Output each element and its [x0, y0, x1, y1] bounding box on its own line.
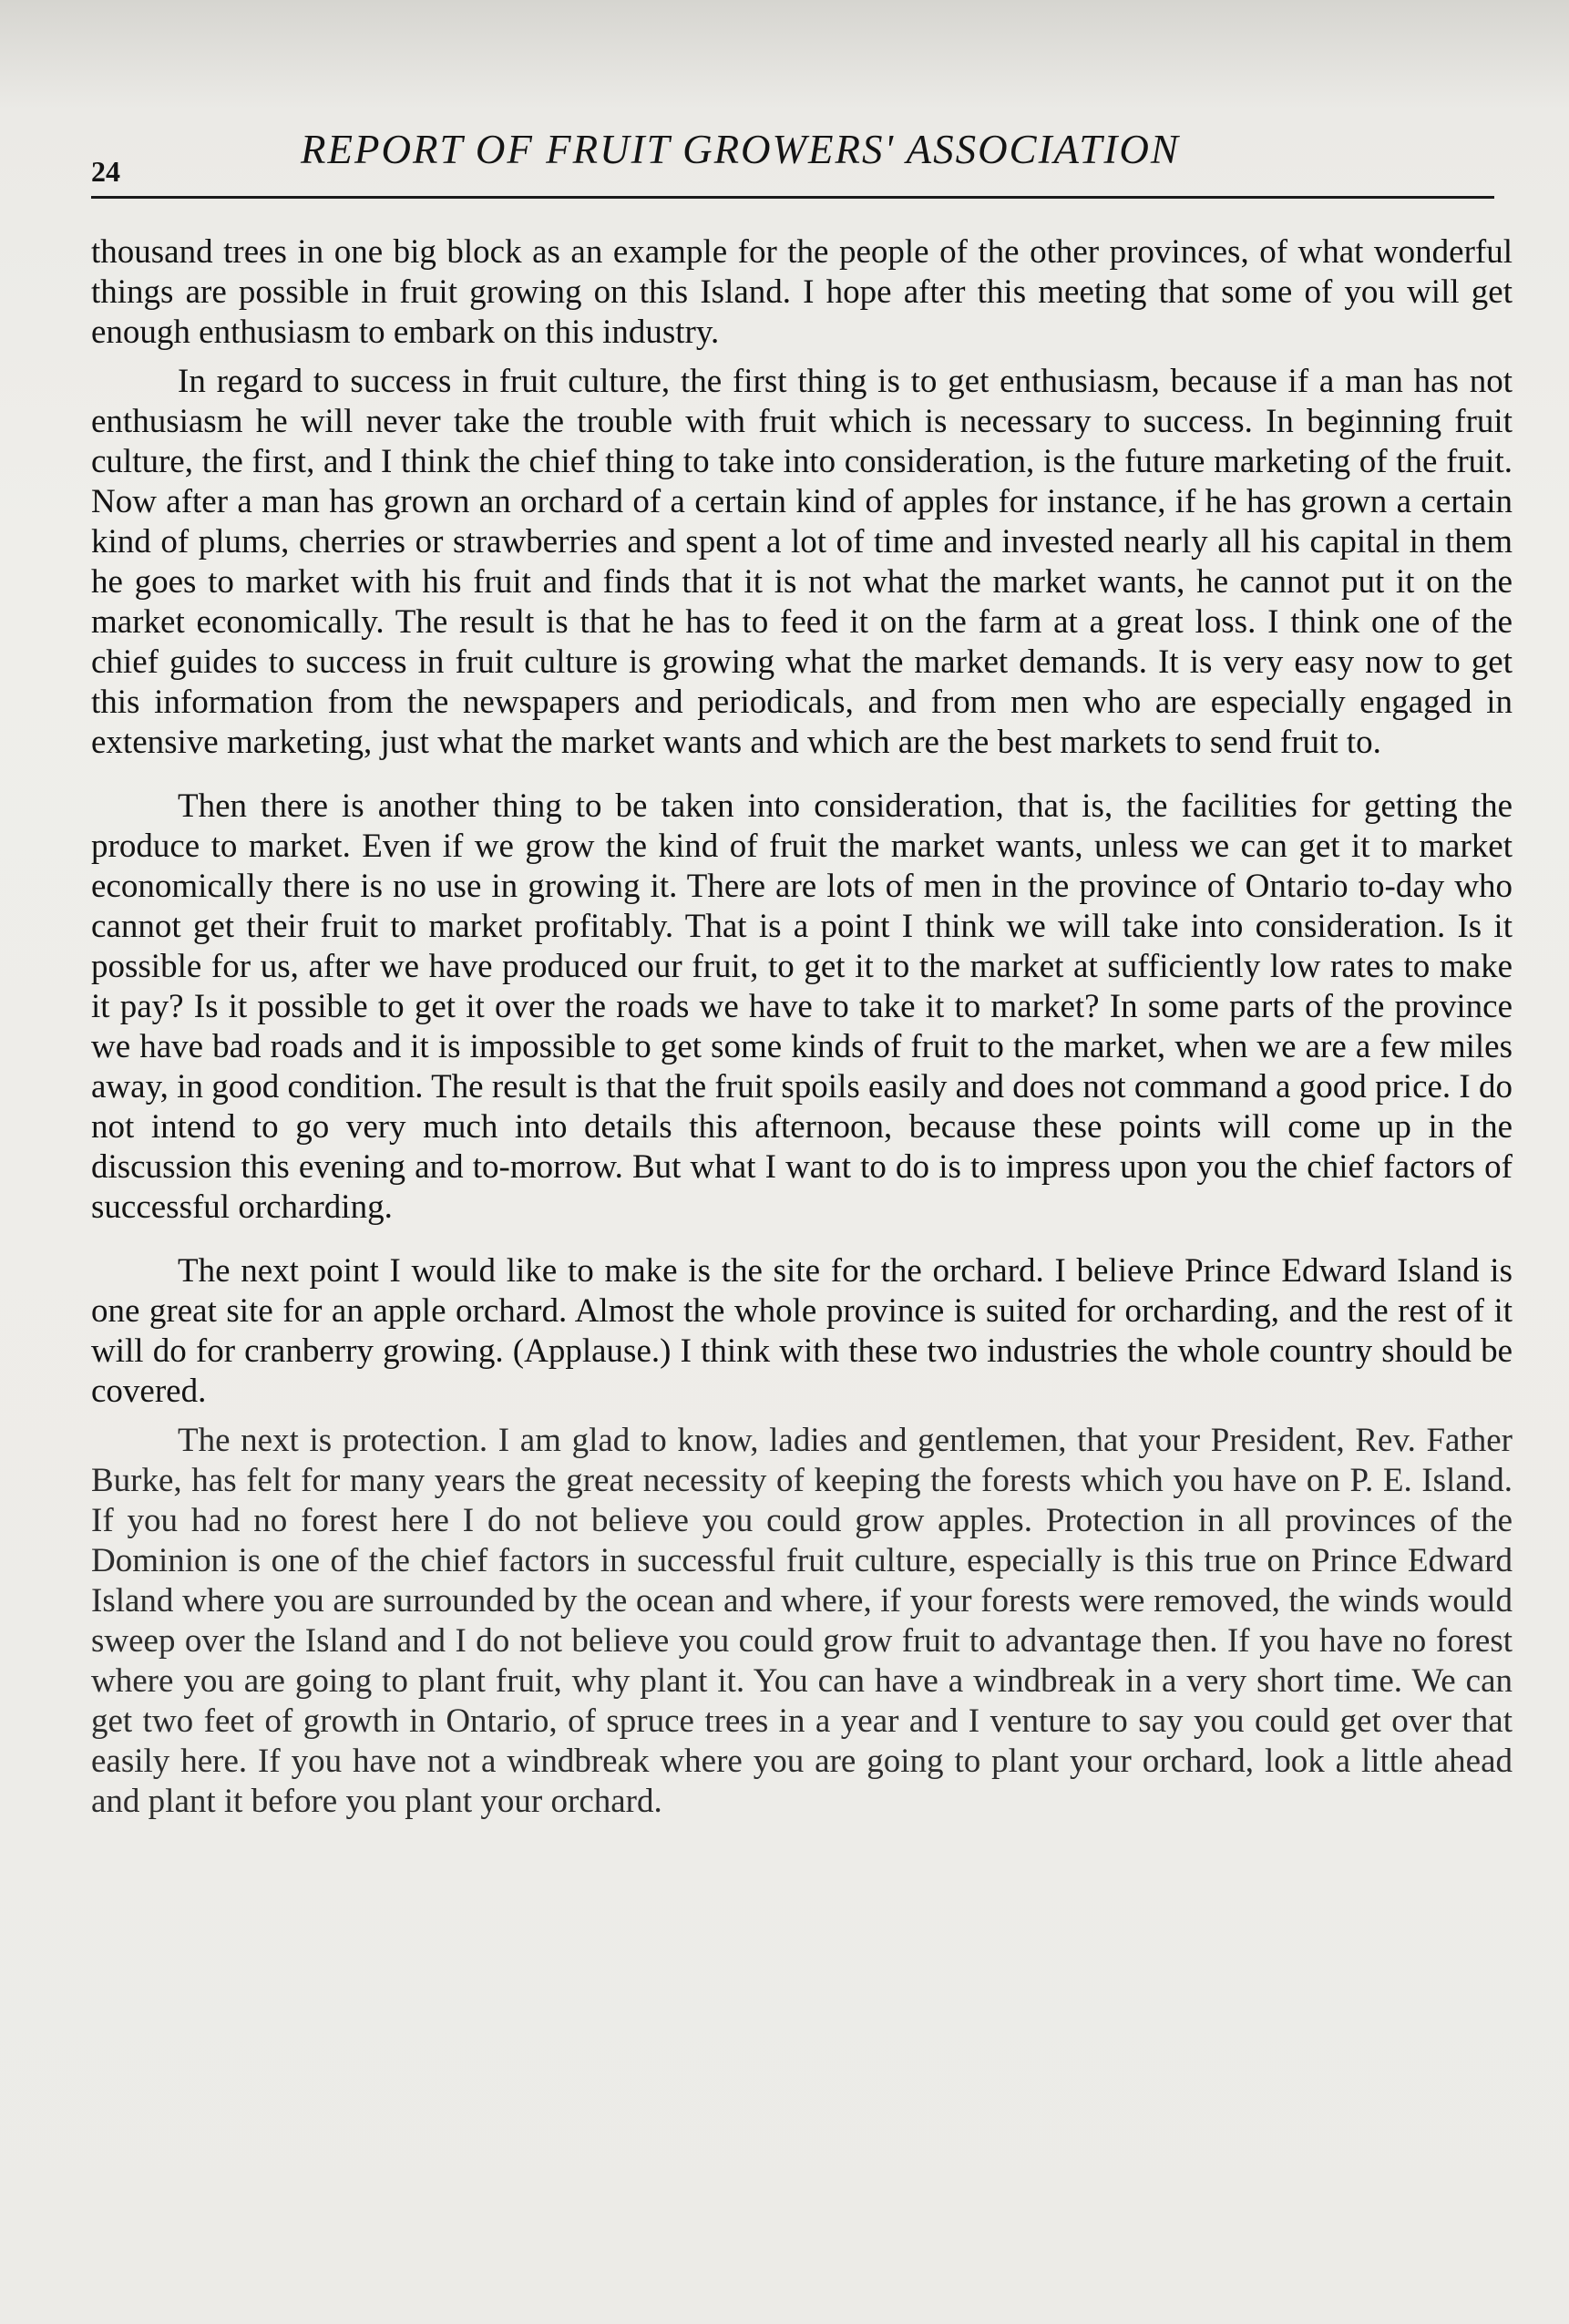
paragraph-site: The next point I would like to make is the site for the orchard. I believe Prince Edward Island is one great site for an apple orchard. Almost the whole province is suited for orcharding, and the rest of it will do for cranberry growing. (Applause.) I think with these two industries the whole country should be covered. [91, 1252, 1513, 1410]
page-header [91, 117, 1494, 188]
paragraph-facilities: Then there is another thing to be taken into consideration, that is, the facilities for getting the produce to market. Even if we grow the kind of fruit the market wants, unless we can get it to market economically there is no use in growing it. There are lots of men in the province of Ontario to-day who cannot get their fruit to market profitably. That is a point I think we will take into consideration. Is it possible for us, after we have produced our fruit, to get it to the market at sufficiently low rates to make it pay? Is it possible to get it over the roads we have to take it to market? In some parts of the province we have bad roads and it is impossible to get some kinds of fruit to the market, when we are a few miles away, in good condition. The result is that the fruit spoils easily and does not command a good price. I do not intend to go very much into details this afternoon, because these points will come up in the discussion this evening and to-morrow. But what I want to do is to impress upon you the chief factors of successful orcharding. [91, 787, 1513, 1226]
paragraph-protection: The next is protection. I am glad to know, ladies and gentlemen, that your President, Rev. Father Burke, has felt for many years the great necessity of keeping the forests which you have on P. E. Island. If you had no forest here I do not believe you could grow apples. Protection in all provinces of the Dominion is one of the chief factors in successful fruit culture, especially is this true on Prince Edward Island where you are surrounded by the ocean and where, if your forests were removed, the winds would sweep over the Island and I do not believe you could grow fruit to advantage then. If you have no forest where you are going to plant fruit, why plant it. You can have a windbreak in a very short time. We can get two feet of growth in Ontario, of spruce trees in a year and I venture to say you could get over that easily here. If you have not a windbreak where you are going to plant your orchard, look a little ahead and plant it before you plant your orchard. [91, 1422, 1513, 1820]
page-number: 24 [91, 155, 120, 188]
paragraph-continuation: thousand trees in one big block as an example for the people of the other provinces, of what wonderful things are possible in fruit growing on this Island. I hope after this meeting that some of you will get enough enthusiasm to embark on this industry. [91, 233, 1513, 351]
running-title: REPORT OF FRUIT GROWERS' ASSOCIATION [301, 127, 1180, 172]
header-rule [91, 196, 1494, 199]
paragraph-enthusiasm: In regard to success in fruit culture, the first thing is to get enthusiasm, because if a man has not enthusiasm he will never take the trouble with fruit which is necessary to success. In beginning fruit culture, the first, and I think the chief thing to take into consideration, is the future marketing of the fruit. Now after a man has grown an orchard of a certain kind of apples for instance, if he has grown a certain kind of plums, cherries or strawberries and spent a lot of time and invested nearly all his capital in them he goes to market with his fruit and finds that it is not what the market wants, he cannot put it on the market economically. The result is that he has to feed it on the farm at a great loss. I think one of the chief guides to success in fruit culture is growing what the market demands. It is very easy now to get this information from the newspapers and periodicals, and from men who are especially engaged in extensive marketing, just what the market wants and which are the best markets to send fruit to. [91, 363, 1513, 761]
body-text [91, 232, 1513, 1822]
